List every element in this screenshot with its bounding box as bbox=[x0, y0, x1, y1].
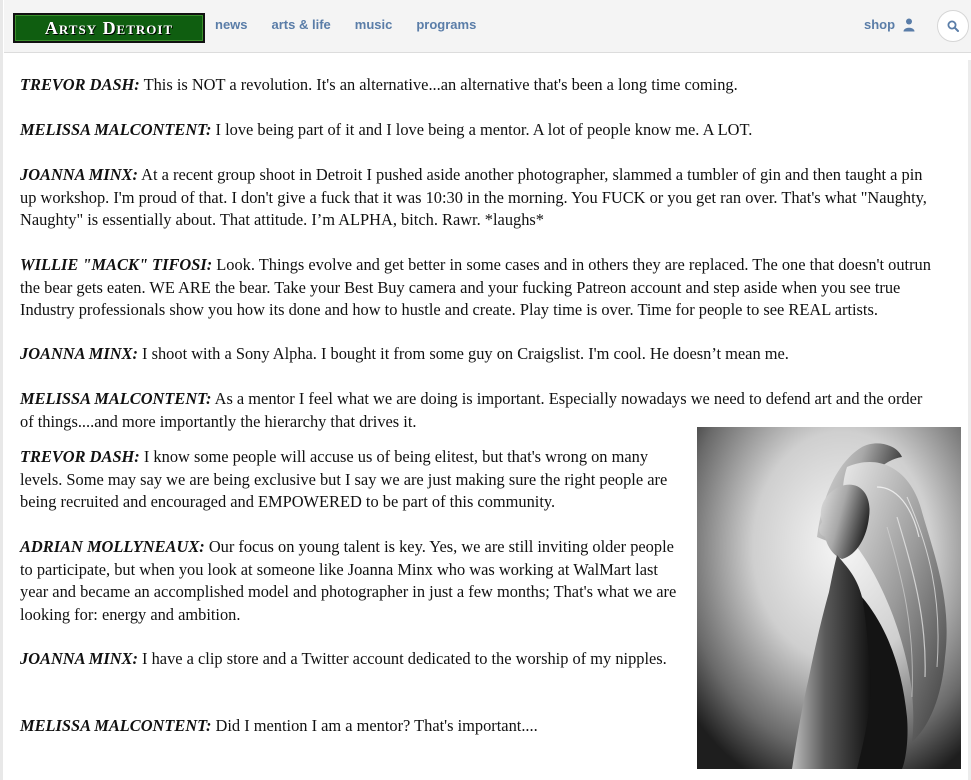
interview-paragraph bbox=[20, 536, 680, 626]
speaker-name: JOANNA MINX: bbox=[20, 165, 138, 184]
interview-paragraph bbox=[20, 343, 940, 366]
interview-paragraph bbox=[20, 74, 940, 97]
interview-paragraph bbox=[20, 715, 680, 738]
speaker-name: TREVOR DASH: bbox=[20, 447, 140, 466]
speaker-name: WILLIE "MACK" TIFOSI: bbox=[20, 255, 213, 274]
nav-music[interactable]: music bbox=[354, 17, 393, 32]
interview-paragraph bbox=[20, 446, 680, 514]
site-logo[interactable] bbox=[13, 13, 205, 43]
shop-label: shop bbox=[864, 17, 896, 32]
quote-text: Did I mention I am a mentor? That's important.... bbox=[211, 716, 538, 735]
quote-text: Our focus on young talent is key. Yes, we are still inviting older people to participate, but when you look at someone like Joanna Minx who was working at WalMart last year and became an accomplished model and photographer in just a few months; That's what we are looking for: energy and ambition. bbox=[20, 537, 677, 624]
site-header bbox=[4, 0, 971, 53]
quote-text: At a recent group shoot in Detroit I pushed aside another photographer, slammed a tumbler of gin and then taught a pin up workshop. I'm proud of that. I don't give a fuck that it was 10:30 in the morning. You FUCK or you get ran over. That's what "Naughty, Naughty" is essentially about. That attitude. I’m ALPHA, bitch. Rawr. *laughs* bbox=[20, 165, 927, 229]
search-icon bbox=[947, 20, 959, 32]
quote-text: This is NOT a revolution. It's an alternative...an alternative that's been a long time coming. bbox=[139, 75, 738, 94]
speaker-name: ADRIAN MOLLYNEAUX: bbox=[20, 537, 205, 556]
site-logo-text: Artsy Detroit bbox=[44, 17, 174, 38]
speaker-name: MELISSA MALCONTENT: bbox=[20, 120, 212, 139]
person-icon bbox=[903, 18, 915, 32]
quote-text: I have a clip store and a Twitter account dedicated to the worship of my nipples. bbox=[137, 649, 667, 668]
speaker-name: TREVOR DASH: bbox=[20, 75, 140, 94]
portrait-photo bbox=[697, 427, 961, 769]
quote-text: As a mentor I feel what we are doing is important. Especially nowadays we need to defend art and the order of things....and more importantly the hierarchy that drives it. bbox=[20, 389, 923, 431]
quote-text: Look. Things evolve and get better in some cases and in others they are replaced. The one that doesn't outrun the bear gets eaten. WE ARE the bear. Take your Best Buy camera and your fucking Patreon account and step aside when you see true Industry professionals show you how its done and how to hustle and create. Play time is over. Time for people to see REAL artists. bbox=[20, 255, 931, 319]
portrait-photo-art bbox=[697, 427, 961, 769]
interview-paragraph bbox=[20, 119, 940, 142]
speaker-name: JOANNA MINX: bbox=[20, 649, 138, 668]
shop-link[interactable] bbox=[864, 17, 915, 32]
quote-text: I know some people will accuse us of being elitest, but that's wrong on many levels. Some may say we are being exclusive but I say we are just making sure the right people are being recruited and encouraged and EMPOWERED to be part of this community. bbox=[20, 447, 668, 511]
nav-news[interactable]: news bbox=[215, 17, 248, 32]
nav-programs[interactable]: programs bbox=[416, 17, 477, 32]
interview-paragraph bbox=[20, 164, 940, 232]
speaker-name: MELISSA MALCONTENT: bbox=[20, 716, 212, 735]
speaker-name: JOANNA MINX: bbox=[20, 344, 138, 363]
speaker-name: MELISSA MALCONTENT: bbox=[20, 389, 212, 408]
page-left-border bbox=[0, 0, 3, 780]
main-nav bbox=[215, 17, 476, 32]
interview-paragraph bbox=[20, 648, 680, 671]
quote-text: I love being part of it and I love being a mentor. A lot of people know me. A LOT. bbox=[211, 120, 753, 139]
search-button[interactable] bbox=[937, 10, 969, 42]
quote-text: I shoot with a Sony Alpha. I bought it from some guy on Craigslist. I'm cool. He doesn’t mean me. bbox=[137, 344, 789, 363]
nav-arts-life[interactable]: arts & life bbox=[271, 17, 331, 32]
interview-paragraph bbox=[20, 254, 940, 322]
